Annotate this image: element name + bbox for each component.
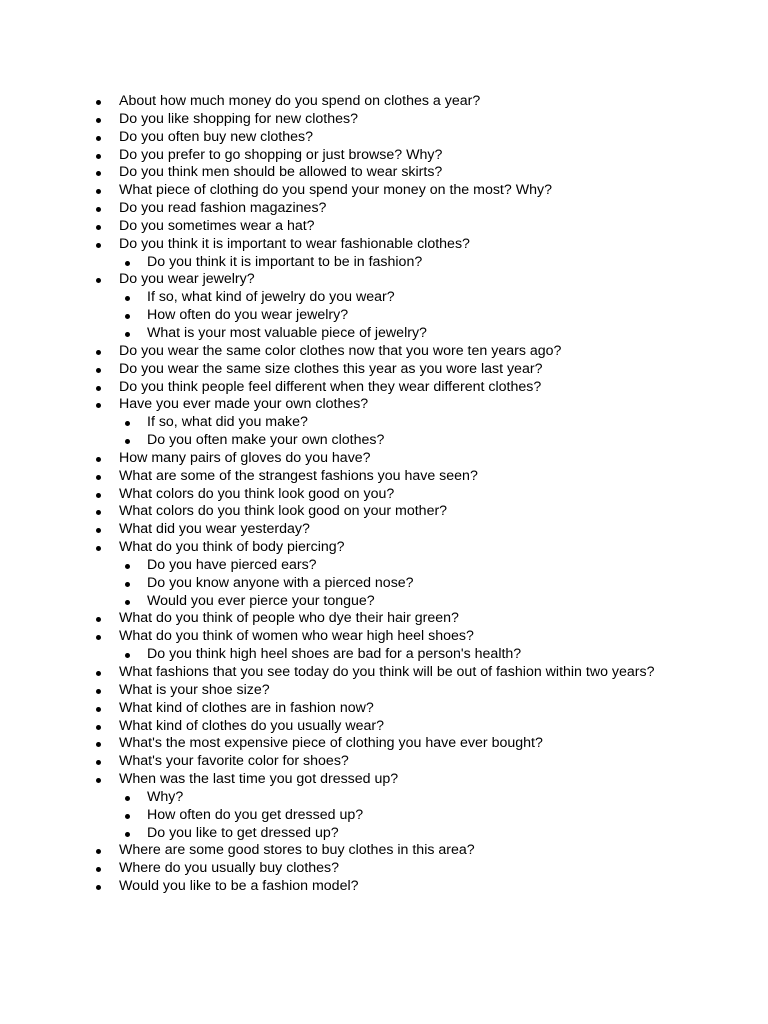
list-item-text: Do you like to get dressed up? bbox=[147, 824, 339, 841]
list-item-text: What's the most expensive piece of clothing you have ever bought? bbox=[119, 735, 543, 752]
sub-list-item bbox=[0, 807, 768, 825]
list-item-text: Where do you usually buy clothes? bbox=[119, 860, 340, 877]
list-item-text: Do you often buy new clothes? bbox=[119, 128, 314, 145]
list-item-text: When was the last time you got dressed up? bbox=[119, 771, 399, 788]
list-item bbox=[0, 771, 768, 789]
sub-list-item bbox=[0, 557, 768, 575]
list-item bbox=[0, 628, 768, 646]
list-item bbox=[0, 200, 768, 218]
list-item bbox=[0, 539, 768, 557]
sub-list-item bbox=[0, 646, 768, 664]
sub-list-item bbox=[0, 593, 768, 611]
list-item-text: Do you prefer to go shopping or just browse? Why? bbox=[119, 146, 443, 163]
sub-list-item bbox=[0, 254, 768, 272]
list-item-text: Would you ever pierce your tongue? bbox=[147, 592, 375, 609]
list-item bbox=[0, 218, 768, 236]
sub-list-item bbox=[0, 325, 768, 343]
list-item bbox=[0, 735, 768, 753]
list-item bbox=[0, 878, 768, 896]
list-item bbox=[0, 860, 768, 878]
list-item bbox=[0, 343, 768, 361]
list-item-text: Have you ever made your own clothes? bbox=[119, 396, 369, 413]
list-item-text: If so, what did you make? bbox=[147, 414, 308, 431]
list-item-text: Do you think it is important to be in fashion? bbox=[147, 253, 423, 270]
list-item-text: What kind of clothes do you usually wear? bbox=[119, 717, 384, 734]
sub-list-item bbox=[0, 575, 768, 593]
list-item-text: Do you think men should be allowed to wear skirts? bbox=[119, 164, 443, 181]
list-item-text: What do you think of people who dye their hair green? bbox=[119, 610, 459, 627]
list-item bbox=[0, 93, 768, 111]
list-item bbox=[0, 111, 768, 129]
list-item-text: Do you sometimes wear a hat? bbox=[119, 217, 315, 234]
list-item-text: What do you think of body piercing? bbox=[119, 539, 345, 556]
sub-list-item bbox=[0, 307, 768, 325]
list-item-text: What colors do you think look good on you? bbox=[119, 485, 395, 502]
list-item-text: Do you think people feel different when they wear different clothes? bbox=[119, 378, 542, 395]
list-item-text: If so, what kind of jewelry do you wear? bbox=[147, 289, 395, 306]
list-item bbox=[0, 182, 768, 200]
list-item bbox=[0, 610, 768, 628]
list-item bbox=[0, 468, 768, 486]
list-item-text: Do you read fashion magazines? bbox=[119, 200, 327, 217]
list-item-text: What colors do you think look good on your mother? bbox=[119, 503, 448, 520]
list-item bbox=[0, 129, 768, 147]
sub-list-item bbox=[0, 289, 768, 307]
list-item-text: How often do you wear jewelry? bbox=[147, 307, 349, 324]
list-item bbox=[0, 450, 768, 468]
list-item-text: Do you often make your own clothes? bbox=[147, 432, 385, 449]
list-item-text: Do you wear jewelry? bbox=[119, 271, 255, 288]
list-item-text: Do you wear the same color clothes now that you wore ten years ago? bbox=[119, 342, 562, 359]
list-item-text: Do you have pierced ears? bbox=[147, 556, 317, 573]
list-item bbox=[0, 147, 768, 165]
list-item-text: Do you know anyone with a pierced nose? bbox=[147, 574, 414, 591]
list-item-text: Do you think high heel shoes are bad for a person's health? bbox=[147, 646, 522, 663]
list-item bbox=[0, 503, 768, 521]
list-item bbox=[0, 396, 768, 414]
list-item-text: Do you like shopping for new clothes? bbox=[119, 110, 358, 127]
list-item bbox=[0, 842, 768, 860]
list-item bbox=[0, 700, 768, 718]
list-item bbox=[0, 271, 768, 289]
sub-list-item bbox=[0, 825, 768, 843]
list-item bbox=[0, 236, 768, 254]
list-item bbox=[0, 664, 659, 682]
list-item bbox=[0, 361, 768, 379]
list-item-text: What kind of clothes are in fashion now? bbox=[119, 699, 374, 716]
list-item-text: Would you like to be a fashion model? bbox=[119, 878, 359, 895]
list-item bbox=[0, 718, 768, 736]
list-item-text: What's your favorite color for shoes? bbox=[119, 753, 349, 770]
sub-list-item bbox=[0, 414, 768, 432]
list-item-text: How many pairs of gloves do you have? bbox=[119, 449, 371, 466]
sub-list-item bbox=[0, 432, 768, 450]
list-item-text: Do you think it is important to wear fashionable clothes? bbox=[119, 235, 470, 252]
list-item-text: What fashions that you see today do you think will be out of fashion within two years? bbox=[119, 664, 655, 680]
list-item-text: What are some of the strangest fashions you have seen? bbox=[119, 467, 478, 484]
list-item-text: What do you think of women who wear high heel shoes? bbox=[119, 628, 474, 645]
question-list bbox=[0, 93, 768, 896]
list-item-text: About how much money do you spend on clothes a year? bbox=[119, 93, 481, 109]
sub-list-item bbox=[0, 789, 768, 807]
list-item-text: Where are some good stores to buy clothes in this area? bbox=[119, 842, 475, 859]
list-item bbox=[0, 164, 768, 182]
list-item-text: Why? bbox=[147, 788, 184, 805]
list-item bbox=[0, 486, 768, 504]
list-item-text: What did you wear yesterday? bbox=[119, 521, 310, 538]
list-item-text: How often do you get dressed up? bbox=[147, 806, 364, 823]
list-item bbox=[0, 521, 768, 539]
list-item bbox=[0, 753, 768, 771]
list-item bbox=[0, 379, 768, 397]
list-item-text: Do you wear the same size clothes this year as you wore last year? bbox=[119, 360, 543, 377]
list-item-text: What piece of clothing do you spend your money on the most? Why? bbox=[119, 182, 552, 199]
list-item bbox=[0, 682, 768, 700]
list-item-text: What is your shoe size? bbox=[119, 681, 270, 698]
list-item-text: What is your most valuable piece of jewelry? bbox=[147, 324, 427, 341]
